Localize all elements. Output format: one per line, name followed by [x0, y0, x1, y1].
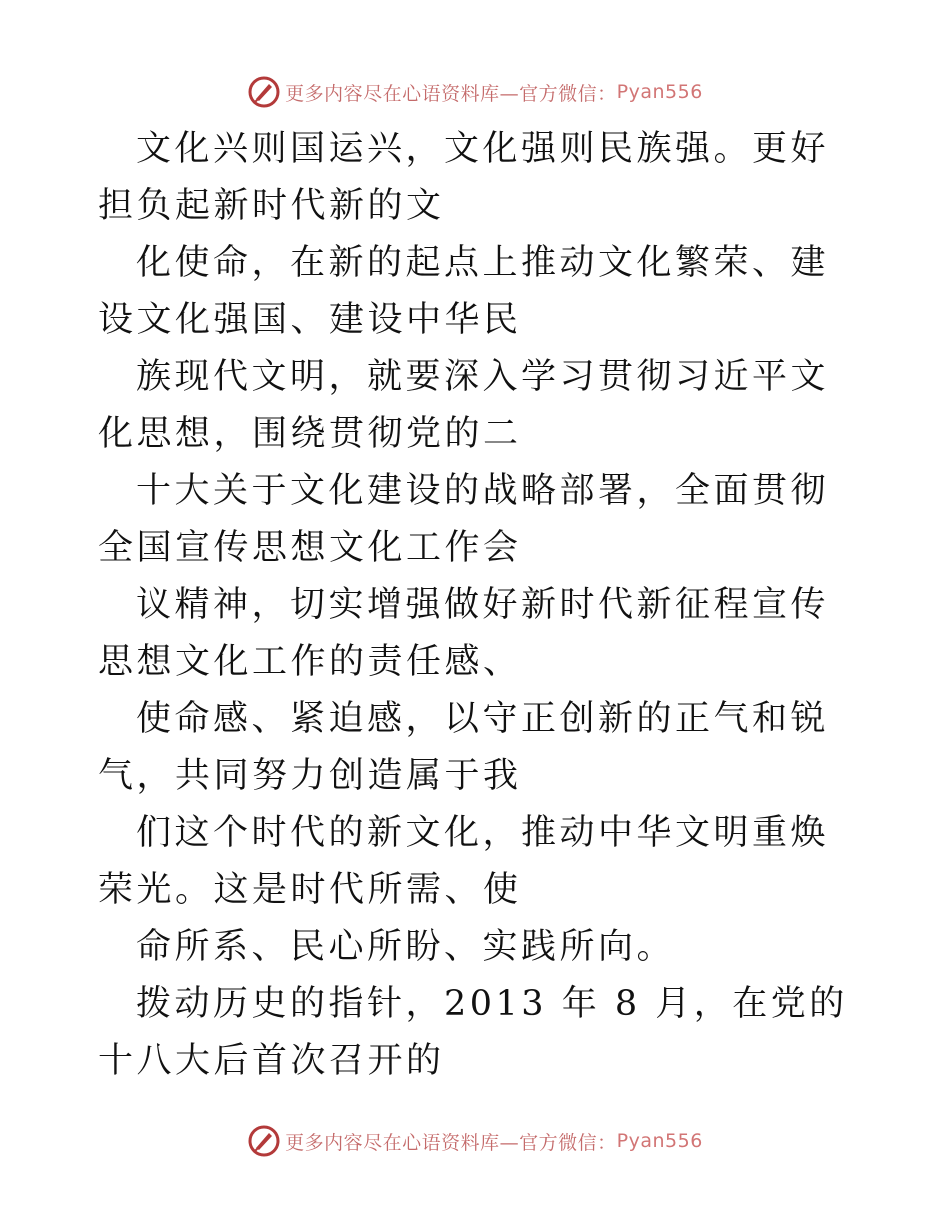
watermark-text: 更多内容尽在心语资料库—官方微信：	[285, 82, 617, 105]
watermark-id: Pyan556	[616, 1130, 703, 1152]
red-quill-logo-icon	[247, 1124, 281, 1158]
paragraph: 化使命，在新的起点上推动文化繁荣、建设文化强国、建设中华民	[98, 243, 830, 340]
paragraph: 拨动历史的指针，2013 年 8 月，在党的十八大后首次召开的	[98, 984, 848, 1081]
watermark-id: Pyan556	[616, 81, 703, 103]
paragraph: 们这个时代的新文化，推动中华文明重焕荣光。这是时代所需、使	[98, 813, 830, 910]
paragraph: 文化兴则国运兴，文化强则民族强。更好担负起新时代新的文	[98, 129, 830, 226]
paragraph: 十大关于文化建设的战略部署，全面贯彻全国宣传思想文化工作会	[98, 471, 830, 568]
footer-watermark	[0, 1121, 950, 1161]
paragraph: 议精神，切实增强做好新时代新征程宣传思想文化工作的责任感、	[98, 585, 830, 682]
paragraph: 命所系、民心所盼、实践所向。	[136, 927, 676, 967]
watermark-text: 更多内容尽在心语资料库—官方微信：	[285, 1131, 617, 1154]
document-body	[98, 121, 858, 1090]
paragraph: 族现代文明，就要深入学习贯彻习近平文化思想，围绕贯彻党的二	[98, 357, 830, 454]
paragraph: 使命感、紧迫感，以守正创新的正气和锐气，共同努力创造属于我	[98, 699, 830, 796]
red-quill-logo-icon	[247, 75, 281, 109]
header-watermark	[0, 72, 950, 112]
